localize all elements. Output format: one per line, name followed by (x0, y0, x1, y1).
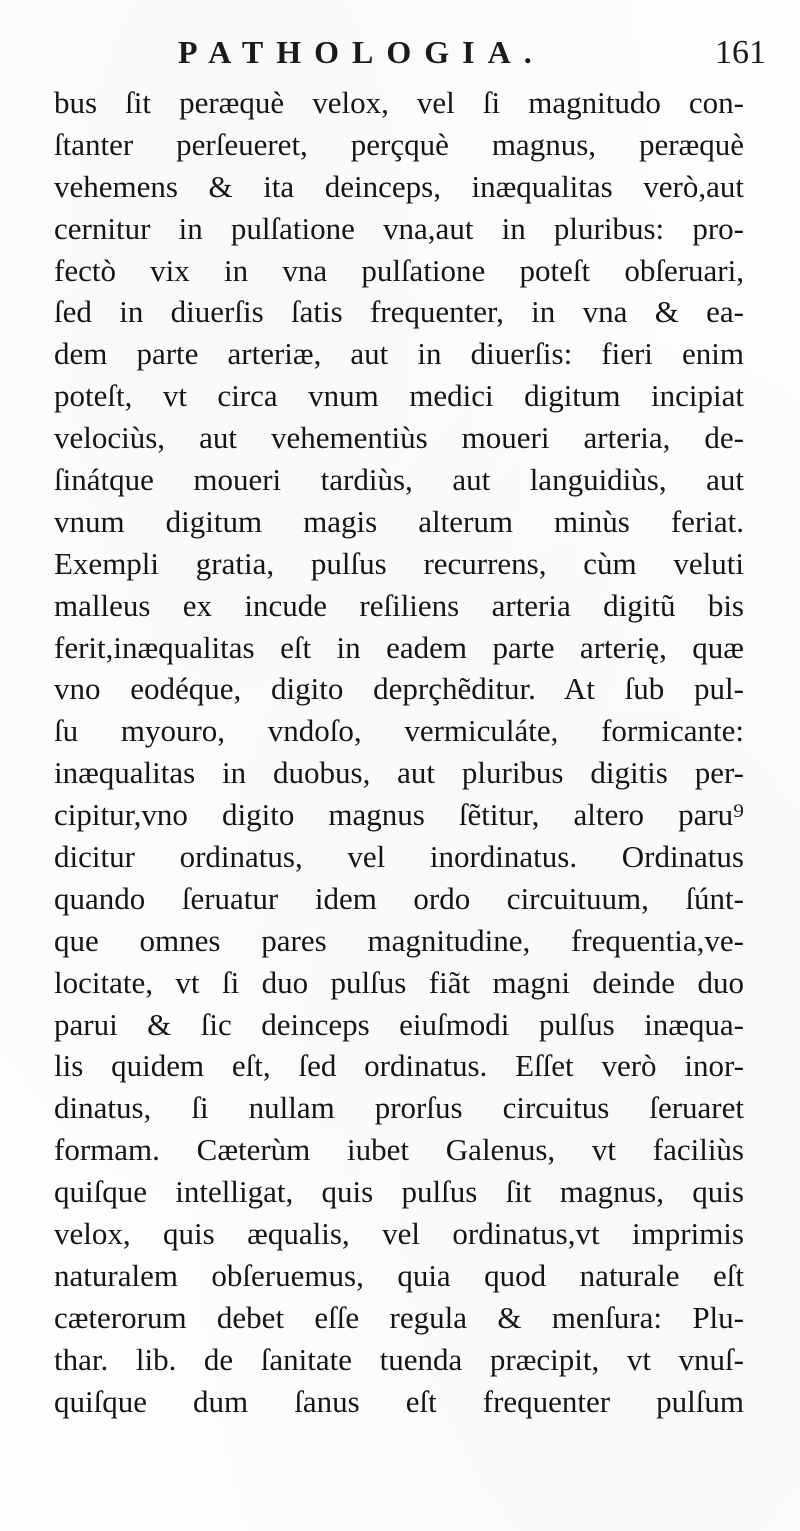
text-line: poteſt, vt circa vnum medici digitum incipiat (54, 378, 744, 414)
text-line: fectò vix in vna pulſatione poteſt obſeruari, (54, 252, 744, 288)
text-line: quiſque dum ſanus eſt frequenter pulſum (54, 1383, 744, 1419)
text-line: quiſque intelligat, quis pulſus ſit magnus, quis (54, 1174, 744, 1210)
text-line: ſed in diuerſis ſatis frequenter, in vna & ea- (54, 294, 744, 330)
text-line: ferit,inæqualitas eſt in eadem parte arterię, quæ (54, 629, 744, 665)
text-line: quando ſeruatur idem ordo circuituum, ſúnt- (54, 880, 744, 916)
text-line: Exempli gratia, pulſus recurrens, cùm veluti (54, 545, 744, 581)
text-line: cipitur,vno digito magnus ſẽtitur, altero paru⁹ (54, 797, 744, 833)
text-line: vnum digitum magis alterum minùs feriat. (54, 503, 744, 539)
text-line: velox, quis æqualis, vel ordinatus,vt imprimis (54, 1216, 744, 1252)
text-line: ſu myouro, vndoſo, vermiculáte, formicante: (54, 713, 744, 749)
text-line: dicitur ordinatus, vel inordinatus. Ordinatus (54, 839, 744, 875)
running-head (0, 34, 800, 78)
text-line: que omnes pares magnitudine, frequentia,ve- (54, 922, 744, 958)
text-line: naturalem obſeruemus, quia quod naturale eſt (54, 1257, 744, 1293)
text-line: parui & ſic deinceps eiuſmodi pulſus inæqua- (54, 1006, 744, 1042)
text-line: ſtanter perſeueret, perçquè magnus, peræquè (54, 126, 744, 162)
text-line: thar. lib. de ſanitate tuenda præcipit, vt vnuſ- (54, 1341, 744, 1377)
text-line: locitate, vt ſi duo pulſus fiãt magni deinde duo (54, 964, 744, 1000)
text-line: dinatus, ſi nullam prorſus circuitus ſeruaret (54, 1090, 744, 1126)
text-line: malleus ex incude reſiliens arteria digitũ bis (54, 587, 744, 623)
text-line: inæqualitas in duobus, aut pluribus digitis per- (54, 755, 744, 791)
text-line: formam. Cæterùm iubet Galenus, vt faciliùs (54, 1132, 744, 1168)
text-line: lis quidem eſt, ſed ordinatus. Eſſet verò inor- (54, 1048, 744, 1084)
running-title: PATHOLOGIA. (178, 34, 545, 70)
body-text (54, 82, 744, 1423)
text-line: dem parte arteriæ, aut in diuerſis: fieri enim (54, 336, 744, 372)
text-line: velociùs, aut vehementiùs moueri arteria, de- (54, 420, 744, 456)
text-line: ſinátque moueri tardiùs, aut languidiùs, aut (54, 462, 744, 498)
text-line: bus ſit peræquè velox, vel ſi magnitudo con- (54, 85, 744, 120)
text-line: vno eodéque, digito deprçhẽditur. At ſub pul- (54, 671, 744, 707)
text-line: vehemens & ita deinceps, inæqualitas verò,aut (54, 168, 744, 204)
text-line: cernitur in pulſatione vna,aut in pluribus: pro- (54, 210, 744, 246)
page-number: 161 (715, 34, 766, 71)
text-line: cæterorum debet eſſe regula & menſura: Plu- (54, 1299, 744, 1335)
